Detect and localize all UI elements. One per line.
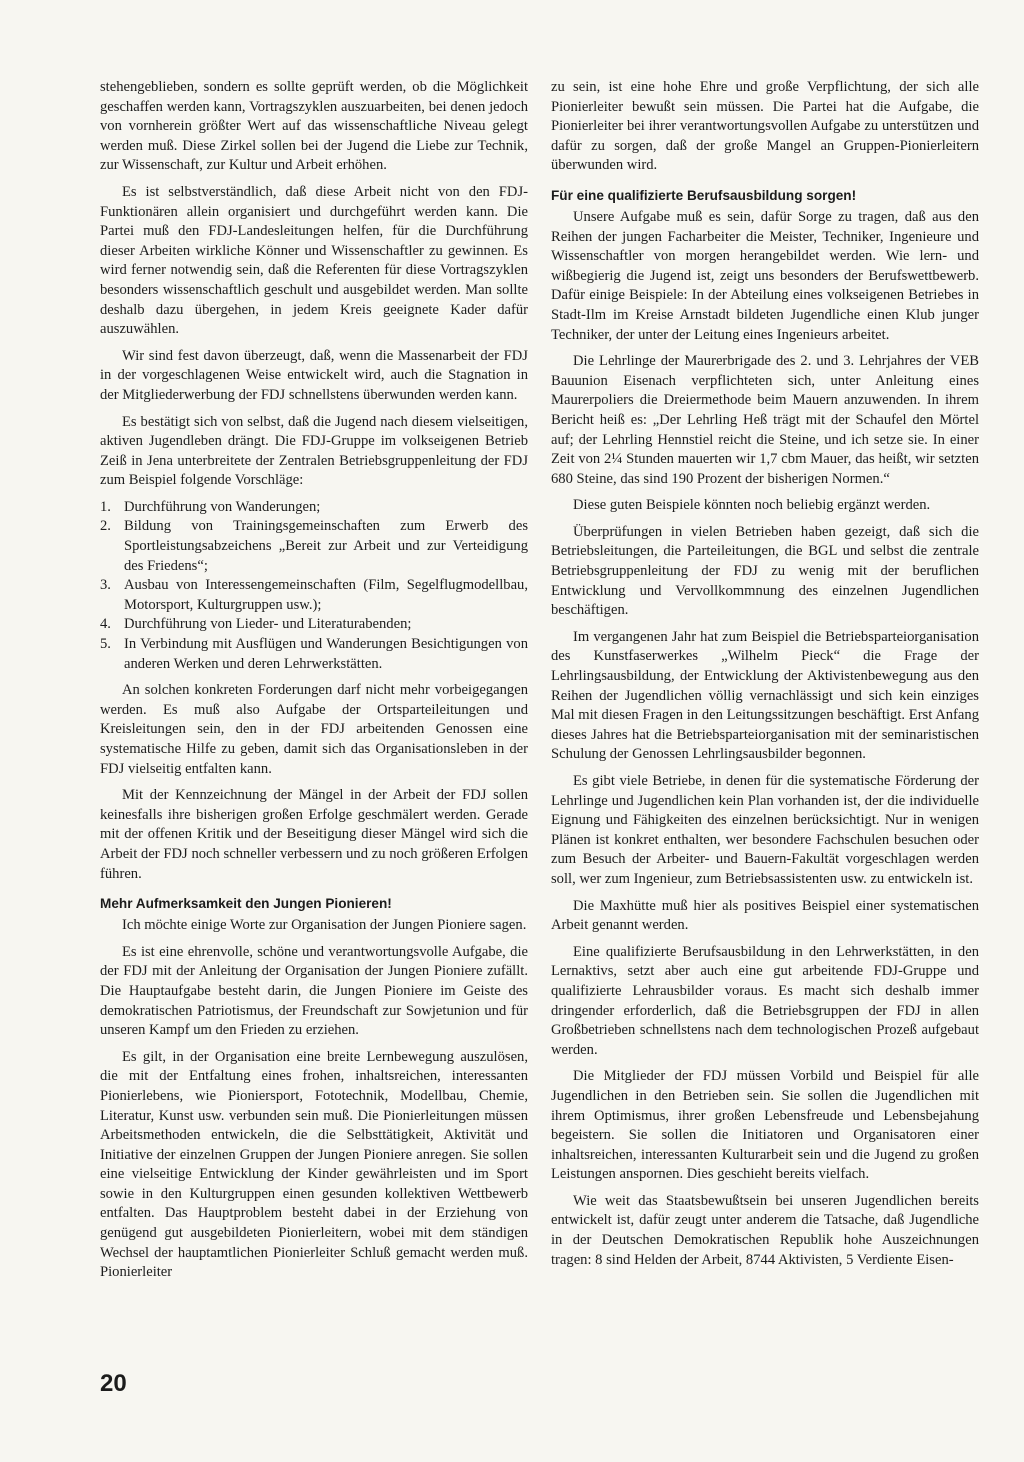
paragraph: Ich möchte einige Worte zur Organisation der Jungen Pioniere sagen. — [122, 917, 527, 934]
paragraph: stehengeblieben, sondern es sollte geprüft werden, ob die Möglichkeit geschaffen werden kann, Vortragszyklen auszuarbeiten, bei denen jedoch von vornherein größter Wert auf das wissenschaftliche Niveau gelegt werden muß. Diese Zirkel sollen bei der Jugend die Liebe zur Technik, zur Wissenschaft, zur Kultur und Arbeit erhöhen. — [100, 79, 528, 174]
paragraph: Es bestätigt sich von selbst, daß die Jugend nach diesem vielseitigen, aktiven Jugendleben drängt. Die FDJ-Gruppe im volkseigenen Betrieb Zeiß in Jena unterbreitete der Zentralen Betriebsgruppenleitung der FDJ zum Beispiel folgende Vorschläge: — [100, 413, 528, 489]
list-number: 4. — [100, 616, 111, 633]
paragraph: Überprüfungen in vielen Betrieben haben gezeigt, daß sich die Betriebsleitungen, die Parteileitungen, die BGL und selbst die zentrale Betriebsgruppenleitung der FDJ zu wenig mit der beruflichen Entwicklung und Vervollkommnung des einzelnen Jugendlichen beschäftigen. — [551, 523, 979, 619]
paragraph: Es ist selbstverständlich, daß diese Arbeit nicht von den FDJ-Funktionären allein organisiert und durchgeführt werden kann. Die Partei muß den FDJ-Landesleitungen helfen, für die Durchführung dieser Arbeiten wirkliche Könner und Wissenschaftler zu gewinnen. Es wird ferner notwendig sein, daß die Referenten für diese Vortragszyklen besonders wissenschaftlich geschult und ausgebildet werden. Man sollte deshalb dazu übergehen, in jedem Kreis geeignete Kader dafür auszuwählen. — [100, 183, 528, 338]
proposal-list — [100, 498, 528, 674]
section-heading: Mehr Aufmerksamkeit den Jungen Pionieren! — [100, 896, 392, 912]
list-item — [100, 498, 528, 518]
paragraph: zu sein, ist eine hohe Ehre und große Verpflichtung, der sich alle Pionierleiter bewußt sein müssen. Die Partei hat die Aufgabe, die Pionierleiter bei ihrer verantwortungsvollen Aufgabe zu unterstützen und dafür zu sorgen, daß der große Mangel an Gruppen-Pionierleitern überwunden wird. — [551, 79, 979, 174]
list-number: 1. — [100, 498, 111, 515]
list-item — [100, 615, 528, 635]
list-item — [100, 635, 528, 674]
paragraph: Eine qualifizierte Berufsausbildung in den Lehrwerkstätten, in den Lernaktivs, setzt aber auch eine gut arbeitende FDJ-Gruppe und qualifizierte Lehrausbilder voraus. Es macht sich deshalb immer dringender erforderlich, daß die Betriebsgruppen der FDJ in allen Großbetrieben schnellstens nach dem technologischen Prozeß aufgebaut werden. — [551, 943, 979, 1058]
paragraph: An solchen konkreten Forderungen darf nicht mehr vorbeigegangen werden. Es muß also Aufgabe der Ortsparteileitungen und Kreisleitungen sein, den in der FDJ arbeitenden Genossen eine systematische Hilfe zu geben, damit sich das Organisationsleben in der FDJ vielseitig entfalten kann. — [100, 682, 528, 777]
paragraph: Die Lehrlinge der Maurerbrigade des 2. und 3. Lehrjahres der VEB Bauunion Eisenach verpflichteten sich, unter Anleitung eines Maurerpoliers die Dreiermethode beim Mauern anzuwenden. In ihrem Bericht heiß es: „Der Lehrling Heß trägt mit der Schaufel den Mörtel auf; der Lehrling Hennstiel reicht die Steine, und ich setze sie. In einer Zeit von 2¼ Stunden mauerten wir 1,7 cbm Mauer, das heißt, wir setzten 680 Steine, das sind 190 Prozent der bisherigen Normen.“ — [551, 353, 979, 487]
list-text: In Verbindung mit Ausflügen und Wanderungen Besichtigungen von anderen Werken und deren Lehrwerkstätten. — [124, 636, 528, 672]
paragraph: Wir sind fest davon überzeugt, daß, wenn die Massenarbeit der FDJ in der vorgeschlagenen Weise entwickelt wird, auch die Stagnation in der Mitgliederwerbung der FDJ schnellstens überwunden werden kann. — [100, 347, 528, 403]
list-item — [100, 576, 528, 615]
list-text: Durchführung von Lieder- und Literaturabenden; — [124, 616, 412, 633]
paragraph: Diese guten Beispiele könnten noch beliebig ergänzt werden. — [573, 497, 931, 514]
list-number: 2. — [100, 518, 111, 535]
list-number: 5. — [100, 636, 111, 653]
list-text: Durchführung von Wanderungen; — [124, 498, 321, 515]
right-column — [551, 78, 979, 1277]
paragraph: Unsere Aufgabe muß es sein, dafür Sorge zu tragen, daß aus den Reihen der jungen Facharbeiter die Meister, Techniker, Ingenieure und Wissenschaftler von morgen herangebildet werden. Wie lern- und wißbegierig die Jugend ist, zeigt uns besonders der Berufswettbewerb. Dafür einige Beispiele: In der Abteilung eines volkseigenen Betriebes in Stadt-Ilm im Kreise Arnstadt bildeten Jugendliche einen Klub junger Techniker, der unter der Leitung eines Ingenieurs arbeitet. — [551, 208, 979, 343]
left-column — [100, 78, 528, 1290]
list-text: Ausbau von Interessengemeinschaften (Film, Segelflugmodellbau, Motorsport, Kulturgruppen usw.); — [124, 577, 528, 613]
paragraph: Im vergangenen Jahr hat zum Beispiel die Betriebsparteiorganisation des Kunstfaserwerkes „Wilhelm Pieck“ die Frage der Lehrlingsausbildung, der Entwicklung der Aktivistenbewegung aus den Reihen der Jugendlichen völlig vernachlässigt und sich kein einziges Mal mit diesen Fragen in den Leitungssitzungen beschäftigt. Erst Anfang dieses Jahres hat die Betriebsparteiorganisation mit der seminaristischen Schulung der Genossen Lehrlingsausbilder begonnen. — [551, 628, 979, 763]
paragraph: Mit der Kennzeichnung der Mängel in der Arbeit der FDJ sollen keinesfalls ihre bisherigen großen Erfolge geschmälert werden. Gerade mit der offenen Kritik und der Beseitigung dieser Mängel wird sich die Arbeit der FDJ noch schneller verbessern und zu noch größeren Erfolgen führen. — [100, 787, 528, 882]
list-text: Bildung von Trainingsgemeinschaften zum Erwerb des Sportleistungsabzeichens „Bereit zur Arbeit und zur Verteidigung des Friedens“; — [124, 518, 528, 574]
paragraph: Wie weit das Staatsbewußtsein bei unseren Jugendlichen bereits entwickelt ist, dafür zeugt unter anderem die Tatsache, daß Jugendliche in der Deutschen Demokratischen Republik hohe Auszeichnungen tragen: 8 sind Helden der Arbeit, 8744 Aktivisten, 5 Verdiente Eisen- — [551, 1192, 979, 1268]
paragraph: Es gilt, in der Organisation eine breite Lernbewegung auszulösen, die mit der Entfaltung eines frohen, inhaltsreichen, interessanten Pionierlebens, wie Pioniersport, Fototechnik, Modellbau, Chemie, Literatur, Kunst usw. verbunden sein muß. Die Pionierleitungen müssen Arbeitsmethoden entwickeln, die die Selbsttätigkeit, Aktivität und Initiative der einzelnen Gruppen der Jungen Pioniere anregen. Sie sollen eine vielseitige Entwicklung der Kinder gewährleisten und im Sport sowie in den Kulturgruppen einen gesunden kollektiven Wettbewerb entfalten. Das Hauptproblem besteht dabei in der Erziehung von genügend gut ausgebildeten Pionierleitern, wobei mit dem ständigen Wechsel der hauptamtlichen Pionierleiter Schluß gemacht werden muß. Pionierleiter — [100, 1048, 528, 1281]
list-number: 3. — [100, 577, 111, 594]
paragraph: Es gibt viele Betriebe, in denen für die systematische Förderung der Lehrlinge und Jugendlichen kein Plan vorhanden ist, der die individuelle Eignung und Fähigkeiten des einzelnen berücksichtigt. Nur in wenigen Plänen ist konkret enthalten, wer besondere Fachschulen besuchen oder zum Besuch der Arbeiter- und Bauern-Fakultät vorgeschlagen werden soll, wer zum Ingenieur, zum Betriebsassistenten usw. zu entwickeln ist. — [551, 773, 979, 887]
page-number: 20 — [100, 1370, 127, 1397]
paragraph: Es ist eine ehrenvolle, schöne und verantwortungsvolle Aufgabe, die der FDJ mit der Anleitung der Organisation der Jungen Pioniere zufällt. Die Hauptaufgabe besteht darin, die Jungen Pioniere im Geiste des demokratischen Patriotismus, der Freundschaft zur Sowjetunion und für unseren Kampf um den Frieden zu erziehen. — [100, 943, 528, 1039]
paragraph: Die Mitglieder der FDJ müssen Vorbild und Beispiel für alle Jugendlichen in den Betrieben sein. Sie sollen die Jugendlichen mit ihrem Optimismus, ihrer großen Lebensfreude und Lebensbejahung begeistern. Sie sollen die Initiatoren und Organisatoren einer inhaltsreichen, interessanten Kulturarbeit sein und die Jugend zu großen Leistungen anspornen. Dies geschieht bereits vielfach. — [551, 1068, 979, 1183]
section-heading: Für eine qualifizierte Berufsausbildung sorgen! — [551, 187, 857, 203]
list-item — [100, 517, 528, 576]
paragraph: Die Maxhütte muß hier als positives Beispiel einer systematischen Arbeit genannt werden. — [551, 897, 979, 934]
